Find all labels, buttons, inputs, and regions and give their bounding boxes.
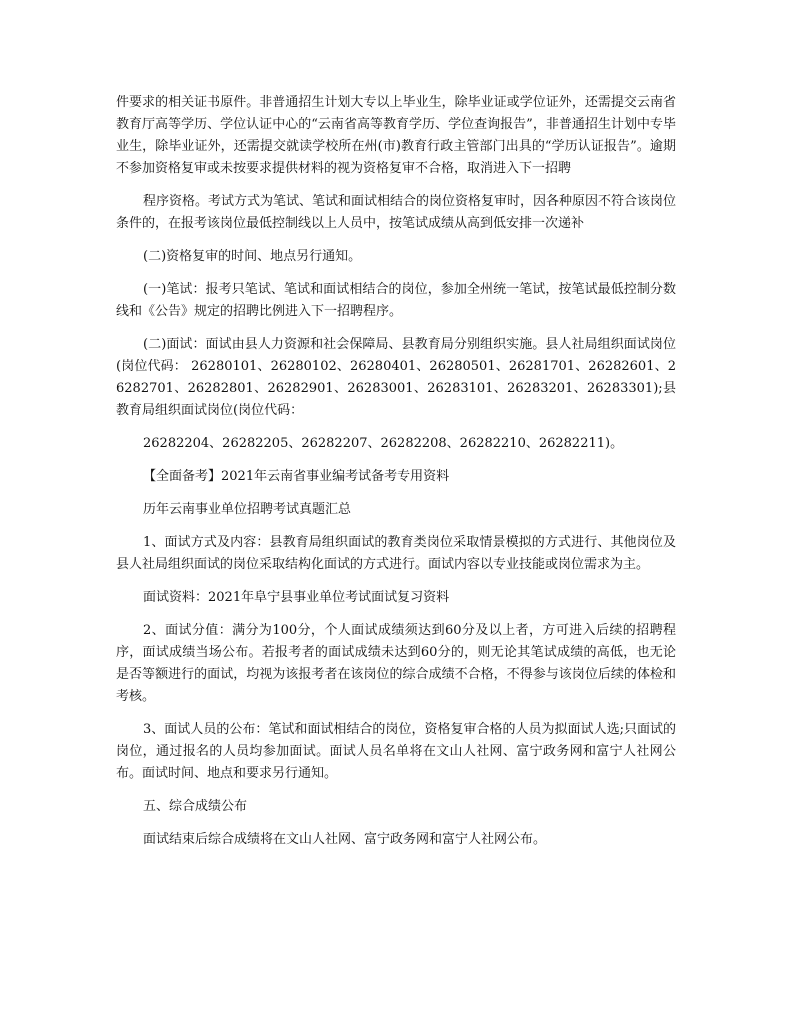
paragraph-review-time: (二)资格复审的时间、地点另行通知。 xyxy=(143,249,362,264)
section-heading-overall-score: 五、综合成绩公布 xyxy=(143,799,248,814)
paragraph-written-exam: (一)笔试：报考只笔试、笔试和面试相结合的岗位，参加全州统一笔试，按笔试最低控制分数线和《公告》规定的招聘比例进入下一招聘程序。 xyxy=(116,282,676,319)
paragraph-prep-materials-link: 【全面备考】2021年云南省事业编考试备考专用资料 xyxy=(143,469,450,484)
paragraph-interview-candidates: 3、面试人员的公布：笔试和面试相结合的岗位，资格复审合格的人员为拟面试人选;只面试的岗位，通过报名的人员均参加面试。面试人员名单将在文山人社网、富宁政务网和富宁人社网公布。面试时间、地点和要求另行通知。 xyxy=(116,722,676,781)
paragraph-interview-score: 2、面试分值：满分为100分，个人面试成绩须达到60分及以上者，方可进入后续的招聘程序，面试成绩当场公布。若报考者的面试成绩未达到60分的，则无论其笔试成绩的高低，也无论是否等额进行的面试，均视为该报考者在该岗位的综合成绩不合格，不得参与该岗位后续的体检和考核。 xyxy=(116,623,676,704)
paragraph-interview-materials-link: 面试资料：2021年阜宁县事业单位考试面试复习资料 xyxy=(143,590,450,605)
paragraph-qualification-materials: 件要求的相关证书原件。非普通招生计划大专以上毕业生，除毕业证或学位证外，还需提交云南省教育厅高等学历、学位认证中心的“云南省高等教育学历、学位查询报告”，非普通招生计划中专毕业生，除毕业证外，还需提交就读学校所在州(市)教育行政主管部门出具的“学历认证报告”。逾期不参加资格复审或未按要求提供材料的视为资格复审不合格，取消进入下一招聘 xyxy=(116,95,676,176)
paragraph-replacement-rule: 程序资格。考试方式为笔试、笔试和面试相结合的岗位资格复审时，因各种原因不符合该岗位条件的，在报考该岗位最低控制线以上人员中，按笔试成绩从高到低安排一次递补 xyxy=(116,194,677,231)
paragraph-education-post-codes: 26282204、26282205、26282207、26282208、26282210、26282211)。 xyxy=(143,436,624,451)
paragraph-past-exams-link: 历年云南事业单位招聘考试真题汇总 xyxy=(143,502,352,517)
paragraph-interview-method: 1、面试方式及内容：县教育局组织面试的教育类岗位采取情景模拟的方式进行、其他岗位及县人社局组织面试的岗位采取结构化面试的方式进行。面试内容以专业技能或岗位需求为主。 xyxy=(116,535,676,572)
document-body xyxy=(116,92,676,851)
paragraph-interview: (二)面试：面试由县人力资源和社会保障局、县教育局分别组织实施。县人社局组织面试岗位(岗位代码： 26280101、26280102、26280401、26280501、26281701、26282601、26282701、26282801、26282901、26283001、26283101、26283201、26283301);县教育局组织面试岗位(岗位代码： xyxy=(116,337,676,418)
paragraph-overall-score-publication: 面试结束后综合成绩将在文山人社网、富宁政务网和富宁人社网公布。 xyxy=(143,832,547,847)
